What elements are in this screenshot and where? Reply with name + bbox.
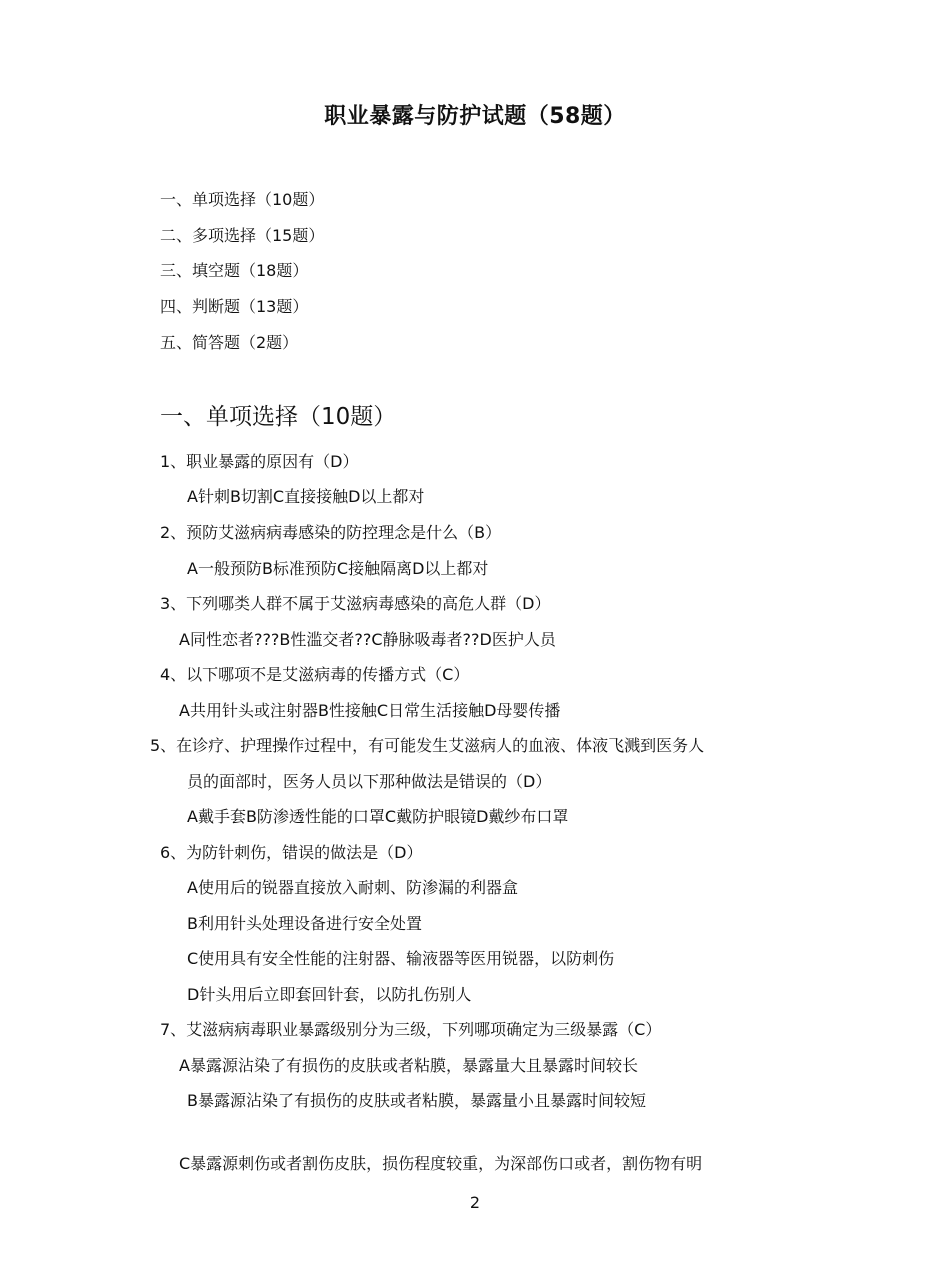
toc-item-3: 三、填空题（18题） (160, 261, 309, 280)
toc-item-5: 五、简答题（2题） (160, 333, 299, 352)
toc-item-1: 一、单项选择（10题） (160, 190, 325, 209)
question-6: 6、为防针刺伤，错误的做法是（D） (160, 843, 423, 862)
question-7-option-a: A暴露源沾染了有损伤的皮肤或者粘膜，暴露量大且暴露时间较长 (179, 1056, 638, 1075)
question-5-continued: 员的面部时，医务人员以下那种做法是错误的（D） (187, 772, 552, 791)
question-7-option-c: C暴露源刺伤或者割伤皮肤，损伤程度较重，为深部伤口或者，割伤物有明 (179, 1154, 703, 1173)
toc-item-4: 四、判断题（13题） (160, 297, 309, 316)
question-3-options: A同性恋者???B性滥交者??C静脉吸毒者??D医护人员 (179, 630, 556, 649)
question-7: 7、艾滋病病毒职业暴露级别分为三级，下列哪项确定为三级暴露（C） (160, 1020, 662, 1039)
section-heading: 一、单项选择（10题） (160, 404, 397, 430)
document-title: 职业暴露与防护试题（58题） (324, 104, 626, 129)
question-5-options: A戴手套B防渗透性能的口罩C戴防护眼镜D戴纱布口罩 (187, 807, 569, 826)
question-6-option-d: D针头用后立即套回针套，以防扎伤别人 (187, 985, 472, 1004)
question-1: 1、职业暴露的原因有（D） (160, 452, 359, 471)
question-4: 4、以下哪项不是艾滋病毒的传播方式（C） (160, 665, 470, 684)
question-4-options: A共用针头或注射器B性接触C日常生活接触D母婴传播 (179, 701, 561, 720)
question-6-option-a: A使用后的锐器直接放入耐刺、防渗漏的利器盒 (187, 878, 518, 897)
question-1-options: A针刺B切割C直接接触D以上都对 (187, 487, 425, 506)
question-5: 5、在诊疗、护理操作过程中，有可能发生艾滋病人的血液、体液飞溅到医务人 (150, 736, 705, 755)
toc-item-2: 二、多项选择（15题） (160, 226, 325, 245)
question-3: 3、下列哪类人群不属于艾滋病毒感染的高危人群（D） (160, 594, 551, 613)
question-2-options: A一般预防B标准预防C接触隔离D以上都对 (187, 559, 489, 578)
page-number: 2 (469, 1193, 481, 1212)
question-6-option-c: C使用具有安全性能的注射器、输液器等医用锐器，以防刺伤 (187, 949, 615, 968)
question-2: 2、预防艾滋病病毒感染的防控理念是什么（B） (160, 523, 502, 542)
question-6-option-b: B利用针头处理设备进行安全处置 (187, 914, 422, 933)
question-7-option-b: B暴露源沾染了有损伤的皮肤或者粘膜，暴露量小且暴露时间较短 (187, 1091, 646, 1110)
